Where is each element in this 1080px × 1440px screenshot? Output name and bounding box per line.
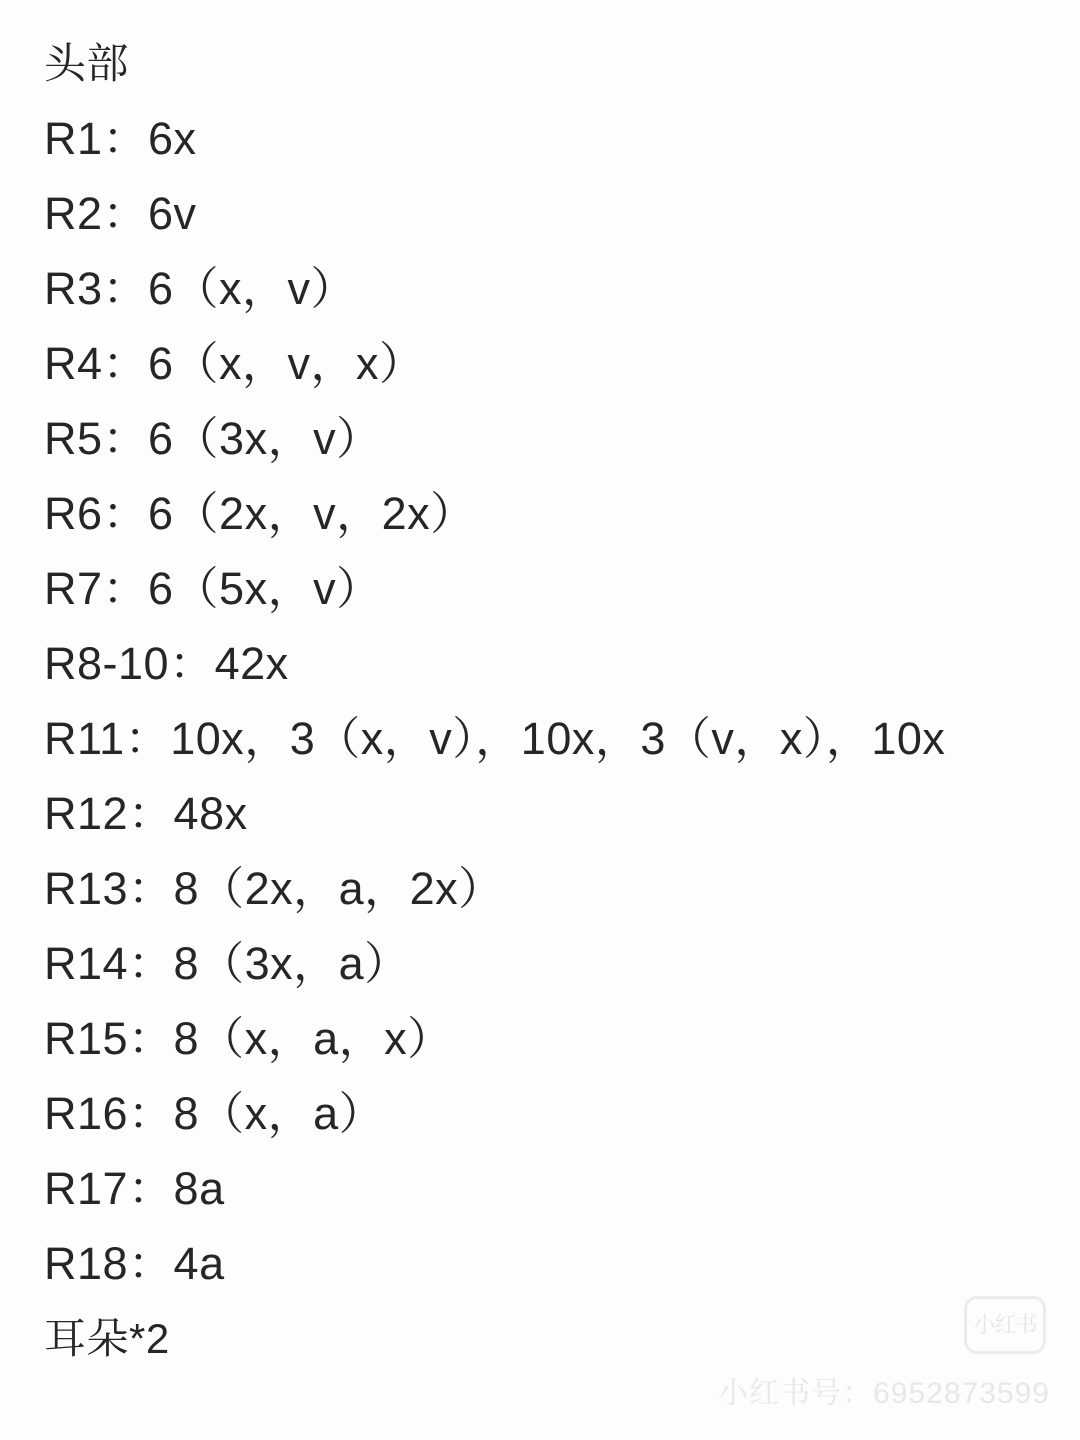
row-r18: R18：4a	[44, 1238, 225, 1289]
section-title-head: 头部	[44, 40, 130, 87]
row-r17: R17：8a	[44, 1163, 225, 1214]
row-r14: R14：8（3x，a）	[44, 938, 410, 989]
row-r7: R7：6（5x，v）	[44, 563, 382, 614]
row-r5: R5：6（3x，v）	[44, 413, 382, 464]
watermark-logo-icon: 小红书	[964, 1296, 1046, 1354]
section-title-ears: 耳朵*2	[44, 1315, 170, 1362]
row-r2: R2：6v	[44, 188, 197, 239]
row-r4: R4：6（x，v，x）	[44, 338, 425, 389]
pattern-text-block	[44, 26, 1024, 1376]
watermark-user-id: 小红书号：6952873599	[718, 1377, 1050, 1410]
row-r6: R6：6（2x，v，2x）	[44, 488, 476, 539]
row-r11: R11：10x，3（x，v），10x，3（v，x），10x	[44, 713, 946, 764]
row-r8-10: R8-10：42x	[44, 638, 289, 689]
row-r13: R13：8（2x，a，2x）	[44, 863, 504, 914]
row-r15: R15：8（x，a，x）	[44, 1013, 453, 1064]
row-r12: R12：48x	[44, 788, 248, 839]
row-r3: R3：6（x，v）	[44, 263, 357, 314]
row-r1: R1：6x	[44, 113, 197, 164]
row-r16: R16：8（x，a）	[44, 1088, 385, 1139]
